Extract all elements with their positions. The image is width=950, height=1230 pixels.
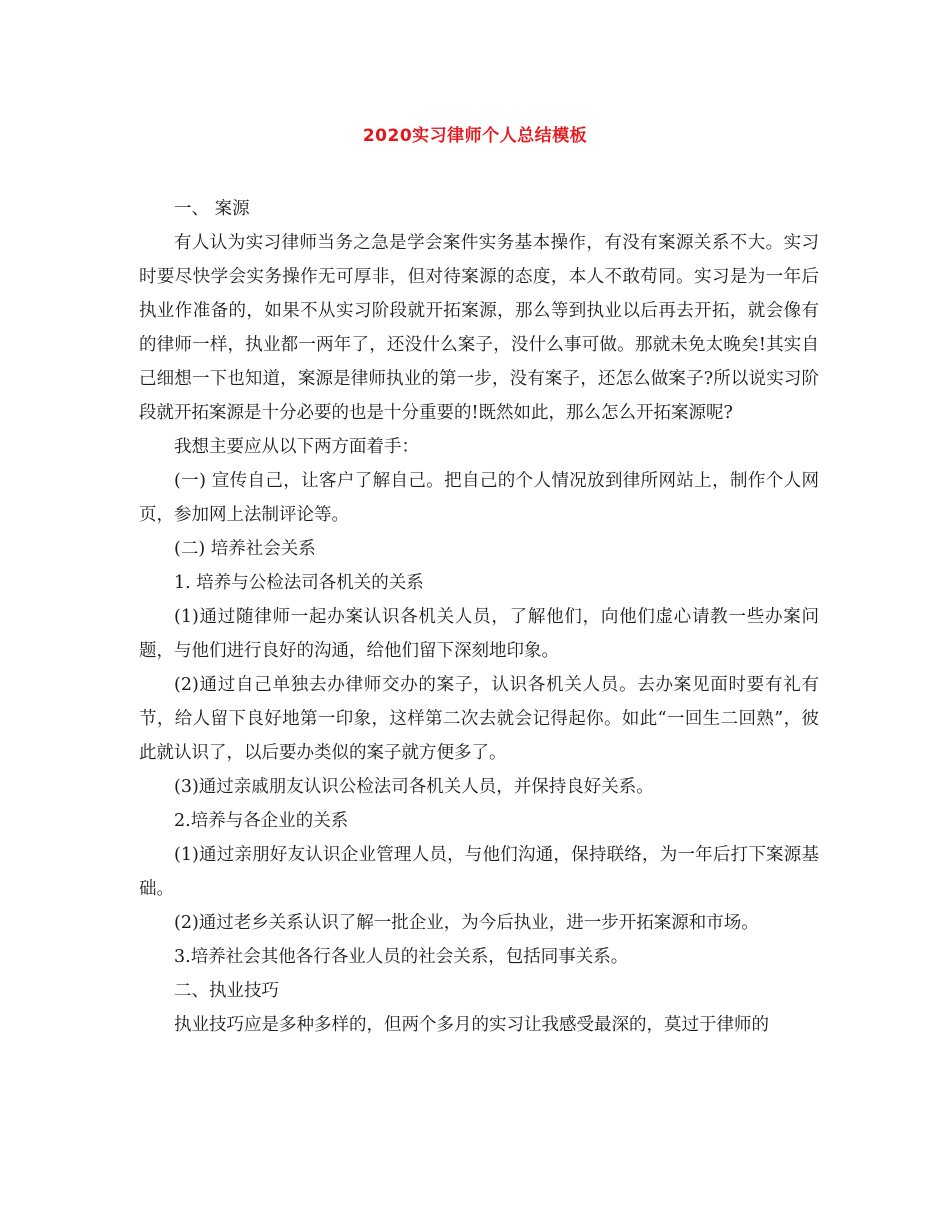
paragraph-case-source-intro: 有人认为实习律师当务之急是学会案件实务基本操作，有没有案源关系不大。实习时要尽快学会实务操作无可厚非，但对待案源的态度，本人不敢苟同。实习是为一年后执业作准备的，如果不从实习阶段就开拓案源，那么等到执业以后再去开拓，就会像有的律师一样，执业都一两年了，还没什么案子，没什么事可做。那就未免太晚矣!其实自己细想一下也知道，案源是律师执业的第一步，没有案子，还怎么做案子?所以说实习阶段就开拓案源是十分必要的也是十分重要的!既然如此，那么怎么开拓案源呢? <box>139 233 819 423</box>
list-item-judicial-3: (3)通过亲戚朋友认识公检法司各机关人员，并保持良好关系。 <box>174 777 654 797</box>
subheading-judicial-relations: 1. 培养与公检法司各机关的关系 <box>174 573 424 593</box>
paragraph-practice-skills: 执业技巧应是多种多样的，但两个多月的实习让我感受最深的，莫过于律师的 <box>174 1015 769 1035</box>
list-item-enterprise-2: (2)通过老乡关系认识了解一批企业，为今后执业，进一步开拓案源和市场。 <box>174 913 759 933</box>
list-item-enterprise-1: (1)通过亲朋好友认识企业管理人员，与他们沟通，保持联络，为一年后打下案源基础。 <box>139 845 819 899</box>
paragraph-two-aspects: 我想主要应从以下两方面着手： <box>174 437 419 457</box>
heading-case-source: 一、 案源 <box>174 199 250 219</box>
subheading-social-relations: (二) 培养社会关系 <box>174 539 316 559</box>
document-title: 2020实习律师个人总结模板 <box>362 126 588 146</box>
list-item-judicial-2: (2)通过自己单独去办律师交办的案子，认识各机关人员。去办案见面时要有礼有节，给人留下良好地第一印象，这样第二次去就会记得起你。如此“一回生二回熟”，彼此就认识了，以后要办类似的案子就方便多了。 <box>139 675 819 763</box>
paragraph-promote-self: (一) 宣传自己，让客户了解自己。把自己的个人情况放到律所网站上，制作个人网页，参加网上法制评论等。 <box>139 471 819 525</box>
subheading-other-relations: 3.培养社会其他各行各业人员的社会关系，包括同事关系。 <box>174 947 629 967</box>
subheading-enterprise-relations: 2.培养与各企业的关系 <box>174 811 349 831</box>
list-item-judicial-1: (1)通过随律师一起办案认识各机关人员，了解他们，向他们虚心请教一些办案问题，与他们进行良好的沟通，给他们留下深刻地印象。 <box>139 607 819 661</box>
document-body <box>139 192 819 1042</box>
heading-practice-skills: 二、执业技巧 <box>174 981 279 1001</box>
